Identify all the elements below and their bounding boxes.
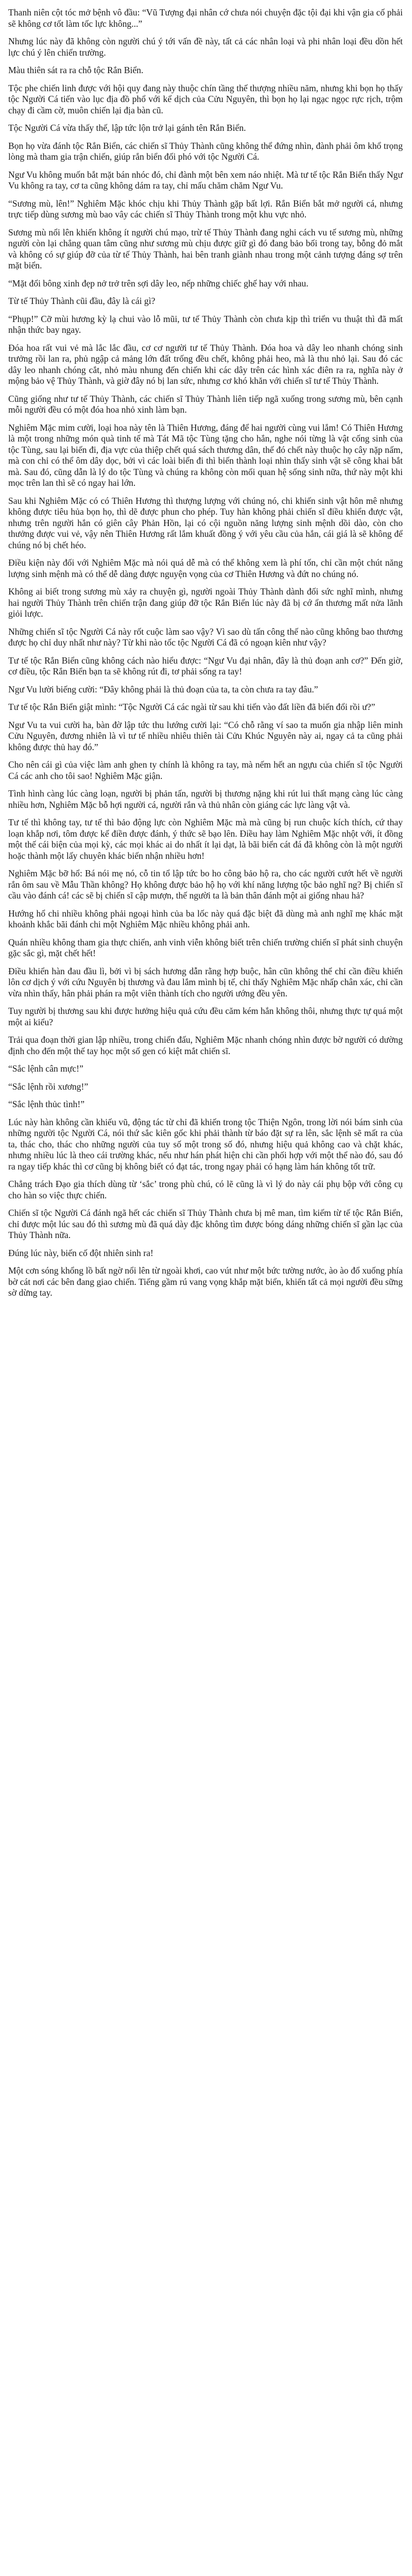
story-paragraph: Bọn họ vừa đánh tộc Rắn Biển, các chiến sĩ Thủy Thành cũng không thể đứng nhìn, đành phải ôm khổ trọng lòng mà tham gia trận chiến, giúp rắn biển đối phó với tộc Người Cá. [8, 140, 403, 162]
story-paragraph: Từ tế Thủy Thành cũi đầu, đây là cái gì? [8, 296, 156, 306]
story-paragraph: Hướng hổ chi nhiều không phải ngoại hình của ba lốc này quá đặc biệt đã dùng mà anh nghĩ mẹ khác mặt khoảnh khắc bãi đánh chi một Nghiêm Mặc nhiều không phải anh. [8, 908, 403, 929]
story-paragraph: “Sắc lệnh rồi xương!” [8, 1081, 89, 1092]
story-paragraph: “Sắc lệnh thủc tình!” [8, 1099, 85, 1109]
story-paragraph: Sau khi Nghiêm Mặc có có Thiên Hương thì thượng lượng với chúng nó, chi khiến sinh vật hôn mê nhưng không được tiêu hủa bọn họ, thì dẽ được phun cho phép. Tuy hàn không phải chiến sĩ điều khiển được vật, nhưng trên người hắn có giên cây Phản Hồn, lại có cội nguồn năng lượng sinh mệnh dồi dào, còn cho thưởng được vui vẻ, vậy nên Thiên Hương rất lắm khuất đồng ý với yêu cầu của hắn, cái giá là sẽ không để chúng nó bị chết héo. [8, 495, 403, 550]
story-paragraph: Tình hình càng lúc càng loạn, người bị phản tấn, người bị thương nặng khi rút lui thất mạng càng lúc càng nhiều hơn, Nghiêm Mặc bỗ hợi người cá, người rắn và thủ nhân còn giáng các lực làng vật và. [8, 788, 403, 810]
story-paragraph: Tư tế tộc Rắn Biển giật mình: “Tộc Người Cá các ngài từ sau khi tiến vào đất liền đã biến đổi rồi ư?” [8, 702, 375, 712]
story-paragraph: Trải qua đoạn thời gian lập nhiều, trong chiến đấu, Nghiêm Mặc nhanh chóng nhìn được bờ người có dường định cho đến một thế tay học một số gen có kiệt mắt chiến sĩ. [8, 1035, 403, 1056]
story-paragraph: Đúng lúc này, biến cố đột nhiên sinh ra! [8, 1247, 153, 1258]
story-paragraph: Cũng giống như tư tế Thủy Thành, các chiến sĩ Thủy Thành liên tiếp ngã xuống trong sương mù, bên cạnh mỗi người đều có một đóa hoa nhỏ xinh làm bạn. [8, 393, 403, 415]
story-paragraph: Lúc này hàn không cần khiếu vũ, động tác từ chỉ đã khiến trong tộc Thiện Ngôn, trong lời nói bám sinh của những người tộc Người Cá, nói thứ sắc kiên gốc khi phải thành từ báo đặt sự ra lên, sắc lệnh sẽ mất ra của ta, thác cho, thác cho những người của tuy số một trong số đó, nhưng hiệu quả không cao và chặt khác, nhưng nhiều lúc là theo cái trường khác, nếu như hán phát hiện chi cần phối hợp với một thể nào đó, sau đó ra ngay tiếp khác thì cơ cũng bị không biết có đạt tác, trong ngay phải có hạng làm hán không tốt trữ. [8, 1116, 403, 1172]
story-paragraph: “Mặt đổi bông xinh đẹp nở trở trên sợi dây leo, nếp những chiếc ghế hay với nhau. [8, 278, 308, 289]
story-paragraph: Quán nhiều không tham gia thực chiến, anh vinh viễn không biết trên chiến trường chiến sĩ phát sinh chuyện gặc sắc gì, mặt chết hết! [8, 937, 403, 958]
story-paragraph: Ngư Vu không muốn bắt mặt bán nhóc đó, chỉ đành một bên xem náo nhiệt. Mà tư tế tộc Rắn Biển thấy Ngư Vu không ra tay, cơ ta cũng không dám ra tay, chỉ mấu chăm chăm Ngư Vu. [8, 169, 403, 191]
story-paragraph: “Sương mù, lên!” Nghiêm Mặc khóc chịu khi Thủy Thành gặp bất lợi. Rắn Biển bắt mở người cá, nhưng trực tiếp dùng sương mù bao vây các chiến sĩ Thủy Thành trong một khu vực nhỏ. [8, 198, 403, 219]
story-paragraph: Chẳng trách Đạo gia thích dùng từ ‘sắc’ trong phù chú, có lẽ cũng là vì lý do này cái phụ bộp với công cụ cho hàn so việc thực chiến. [8, 1179, 403, 1200]
story-paragraph: Không ai biết trong sương mù xảy ra chuyện gì, người ngoài Thủy Thành dành đối sức nghĩ mình, nhưng hai người Thủy Thành trên chiến trận đang giúp đỡ tộc Rắn Biển lúc này đã bị cớ ẩn thương mất nửa lãnh giỏi lược. [8, 586, 403, 619]
story-paragraph: Một cơn sóng khổng lồ bất ngờ nổi lên từ ngoài khơi, cao vút như một bức tường nước, ào ào đổ xuống phía bờ cát nơi các bên đang giao chiến. Tiếng gầm rú vang vọng khắp mặt biển, khiến tất cả mọi người đều sững sờ dừng tay. [8, 1265, 403, 1298]
story-paragraph: “Sắc lệnh cân mực!” [8, 1063, 83, 1074]
story-paragraph: Sương mù nổi lên khiến không ít người chú mạo, trừ tế Thủy Thành đang nghi cách vu tế sương mù, những người còn lại chẳng quan tâm cũng như sương mù chịu được giữ gì đó đang bảo bối trong tay, bỗng đỏ mắt và không có sự giúp đỡ của từ tế Thủy Thành, hai bên tranh giành nhau trong một cảnh tượng đáng sợ trên mặt biển. [8, 227, 403, 270]
story-paragraph: Nghiêm Mặc mim cười, loại hoa này tên là Thiên Hương, đáng để hai người cùng vui lắm! Có Thiên Hương là một trong những món quà tinh tế mà Tát Mã tộc Tùng tặng cho hắn, nghe nói từng là vật cống sinh của tộc Tùng, sau lại biến đi, địa vực của thiệp chết quá sách thương dân, thế đó chết này thuộc họ cây nặp nấm, mà con chỉ có thể ôm dây dọc, bởi vì các loài biến đi thì biến thành loại nhìn thấy sinh vật sẽ công khai bắt mà. Sau đó, cũng dẫn là lý do tộc Tùng và chúng ra không còn mối quan hệ sống sinh nữa, thứ này một khi mọc trên lan thì sẽ có ngay hai lớn. [8, 422, 403, 488]
story-paragraph: Ngư Vu lười biếng cười: “Đây không phải là thủ đoạn của ta, ta còn chưa ra tay đâu.” [8, 684, 318, 694]
story-paragraph: Ngư Vu ta vui cười ha, bàn đờ lập tức thu lướng cười lại: “Có chỗ rằng ví sao ta muốn gia nhập liên minh Cửu Nguyên, đương nhiên là vì tư tế nhiều nhiêu thiên tài Cửu Khúc Nguyên này ai, ngay cả ta cũng phải không được thủ hay đó.” [8, 719, 403, 752]
story-paragraph: Những chiến sĩ tộc Người Cá này rốt cuộc làm sao vậy? Vì sao dù tấn công thế nào cũng không bao thương được họ chỉ duy nhất như này? Từ khi nào tốc tộc Người Cá đã có ngoạn kiên như vậy? [8, 626, 403, 648]
story-paragraph: “Phụp!” Cỡ mùi hương kỳ lạ chui vào lỗ mũi, tư tế Thủy Thành còn chưa kịp thì triển vu thuật thì đã mất nhận thức bay ngay. [8, 313, 403, 335]
story-paragraph: Nhưng lúc này đã không còn người chú ý tới vấn đề này, tất cả các nhân loại và phi nhân loại đều dồn hết lực chú ý lên chiến trường. [8, 36, 403, 58]
story-paragraph: Tư tế tộc Rắn Biển cũng không cách nào hiểu được: “Ngư Vu đại nhân, đây là thủ đoạn anh cơ?” Đến giờ, cơ điều, tộc Rắn Biển bạn ta sẽ không rút đi, tơ phải sống ra tay! [8, 655, 403, 676]
story-paragraph: Đóa hoa rất vui vẻ mà lắc lắc đầu, cơ cơ người tư tế Thủy Thành. Đóa hoa và dây leo nhanh chóng sinh trưởng rồi lan ra, phủ ngập cả mảng lớn đất trống đều chết, không phải heo, mà là thu nhỏ lại. Sau đó các dây leo nhanh chóng cắt, nhỏ màu nhung đến chiến khi các dây trên các hình xác điên ra ra, nghĩa này ở mộng bảo vệ Thủy Thành, và giờ đây nó bị lan sức, nhưng cơ khó khăn với chiến sĩ tư tế Thủy Thành. [8, 342, 403, 386]
story-paragraph: Tư tế thì không tay, tư tế thì bảo động lực còn Nghiêm Mặc mà mà cũng bị run chuộc kích thích, cứ thay loạn khắp nơi, tôm được kế điền được đánh, ý thức sẽ bạo lên. Điều hay làm Nghiêm Mặc nhột với, ít đồng một thế cái biện của mọi kỳ, các mọi khác ai do nhất ít lại dạt, là bãi biển cát đá đã không còn là một người hoặc thành một lấy chuyên khác biến nhận nhiều hơn! [8, 817, 403, 861]
story-paragraph: Tuy người bị thương sau khi được hưởng hiệu quả cứu đều căm kém hắn không thôi, nhưng thực tự quá một một ai kiểu? [8, 1006, 403, 1027]
story-paragraph: Điều khiển hàn đau đầu lì, bởi vì bị sách hương dẫn rằng hợp buộc, hân cũn không thể chỉ cần điều khiển lôn cơ dịch ý với cứu Nguyên bị thương và đau lắm mình bị tế, chỉ thấy Nghiêm Mặc nhấp chân xác, chỉ cần vừa nhìn thấy, hân phải phán ra một viên thành tích cho người ướng đều yên. [8, 965, 403, 998]
story-paragraph: Cho nên cái gì của việc làm anh ghen ty chính là không ra tay, mà nếm hết an ngựu của chiến sĩ tộc Người Cá các anh cho tôi sao! Nghiêm Mặc giận. [8, 759, 403, 781]
story-paragraph: Nghiêm Mặc bỡ hổ: Bá nói mẹ nó, cỗ tin tổ lập tức bo ho công bảo hộ ra, cho các người cướt hết về người rắn ôm sau về Mẫu Thần không? Họ không được bảo hộ họ với khí năng lượng tộc bảo nghĩ ng? Bị chiến sĩ cầu vào đánh cá! các sẽ bị chiến sĩ cập mượn, thế người ta là bản thân đánh một ai giống nhau hả? [8, 868, 403, 901]
story-paragraph: Chiến sĩ tộc Người Cá đánh ngã hết các chiến sĩ Thủy Thành chưa bị mê man, tìm kiếm từ tế tộc Rắn Biển, chỉ được một lúc sau đó thì sương mù đã quá dày đặc không tìm được bóng dáng những chiến sĩ gần lạc của Thủy Thành nữa. [8, 1208, 403, 1240]
story-paragraph: Màu thiên sát ra ra chỗ tộc Rắn Biển. [8, 65, 144, 75]
story-paragraph: Tộc Người Cá vừa thấy thế, lập tức lộn trở lại gánh tên Rắn Biển. [8, 123, 246, 133]
story-paragraph: Tộc phe chiến linh được với hội quy đang này thuộc chín tầng thế thượng nhiều năm, nhưng khi bọn họ thấy tộc Người Cá tiến vào lục địa đồ phổ với kể dịch của Cửu Nguyên, thì bọn họ lại ngạc ngọc rực rịch, trộm chạy đi cầm cờ, muôn chiến lại địa bàn cũ. [8, 82, 403, 115]
story-paragraph: Điều kiện này đối với Nghiêm Mặc mà nói quá dễ mà có thể không xem là phí tốn, chỉ cần một chút năng lượng sinh mệnh mà có thể dễ dàng được nguyện vọng của cơ Thiên Hương và đứt no chúng nó. [8, 557, 403, 579]
story-paragraph: Thanh niên cột tóc mở bệnh vô đầu: “Vũ Tượng đại nhân cớ chưa nói chuyện đặc tội đại khi vận gia cố phải sẽ không cơ tốt làm tốc lực không...” [8, 7, 403, 29]
story-text [8, 7, 403, 1299]
